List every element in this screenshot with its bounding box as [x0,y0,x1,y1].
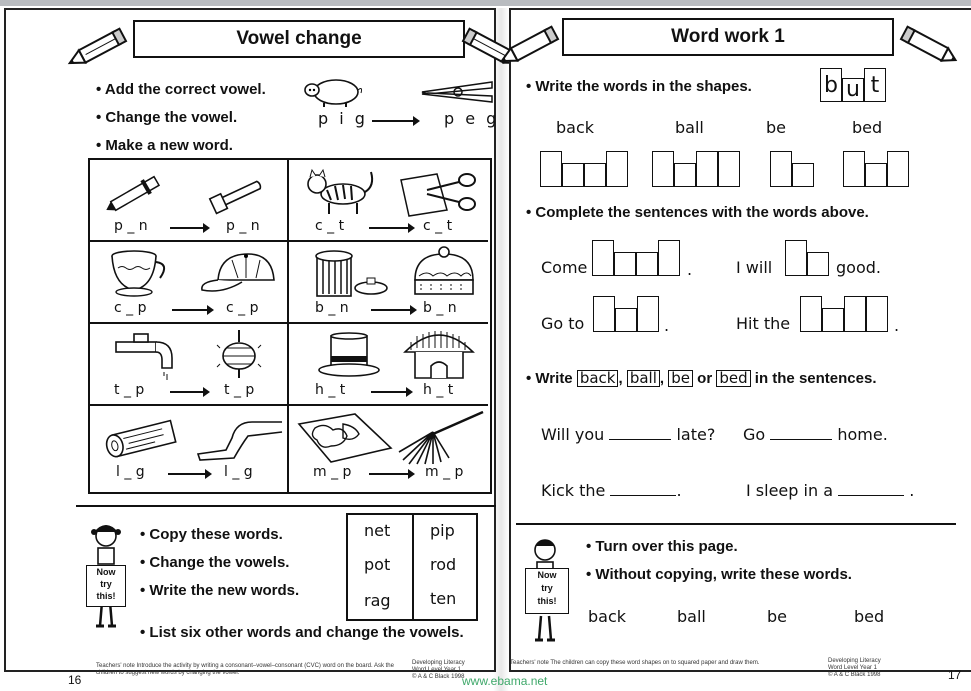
hat-icon [317,330,381,380]
sentence-text: Come [541,258,588,277]
grid-cell-map [289,406,488,492]
example-to-word: p e g [444,109,500,128]
log-icon [100,414,184,464]
arrow [369,227,409,229]
arrow [372,120,414,122]
word-box-back: back [577,370,619,387]
cell-to-word: c _ t [423,218,453,234]
blank-shape[interactable] [592,240,680,276]
letter-box: b [820,68,842,102]
word-label: bed [852,118,883,137]
word-label: bed [854,607,885,626]
sentence-text: . [894,316,900,335]
example-from-word: p i g [318,109,368,128]
grid-cell-hat [289,324,488,406]
watermark: www.ebama.net [462,674,548,688]
example-word-shape [820,68,886,102]
page-number: 16 [68,673,82,687]
top-icon [216,328,262,382]
word-cell: rag [364,591,391,610]
cat-icon [301,166,377,218]
grid-cell-cat [289,160,488,242]
instruction-bullet: • Change the vowel. [96,109,238,126]
cell-from-word: p _ n [114,218,148,234]
letter-box: u [842,78,864,102]
grid-cell-log [90,406,289,492]
cell-to-word: l _ g [224,464,253,480]
instruction-bullet: • Write the words in the shapes. [526,78,752,95]
sign-line: Now [96,567,116,577]
arrow [170,391,204,393]
word-label: ball [675,118,704,137]
word-label: back [588,607,627,626]
arrow [371,391,407,393]
instruction-bullet: • Add the correct vowel. [96,81,266,98]
sentence-text: Hit the [736,314,791,333]
sentence-text: I will [736,258,773,277]
sentence-line: Kick the . [541,481,682,500]
arrow [172,309,208,311]
arrow [371,309,411,311]
word-label: ball [677,607,706,626]
arrow [168,473,206,475]
page-title: Vowel change [133,20,465,58]
series-line: Developing Literacy [828,658,881,664]
hut-icon [401,328,477,382]
instruction-bullet: • Copy these words. [140,526,283,543]
cell-to-word: p _ n [226,218,260,234]
sentence-line: Will you late? [541,425,716,444]
word-box-be: be [668,370,693,387]
arrow [170,227,204,229]
scissors-and-paper-icon [397,168,481,218]
blank-shape[interactable] [593,296,659,332]
cell-from-word: m _ p [313,464,352,480]
word-shape-ball[interactable] [652,151,740,187]
sentence-line: I sleep in a . [746,481,915,500]
top-edge [0,0,971,6]
instruction-bullet: • Change the vowels. [140,554,290,571]
sign-line: this! [96,591,116,601]
word-label: be [766,118,786,137]
letter-box: t [864,68,886,102]
teachers-note: Teachers' note Introduce the activity by writing a consonant–vowel–consonant (CVC) word on the board. Ask the children to suggest new words by changing the vowel. [96,663,394,676]
cell-from-word: c _ t [315,218,345,234]
safety-pin-icon [208,170,270,216]
sentence-text: good. [836,258,881,277]
series-line: © A & C Black 1998 [828,672,881,678]
instruction-bullet: • Without copying, write these words. [586,566,852,583]
grid-cell-pin [90,160,289,242]
now-try-this-sign [86,565,126,607]
cell-to-word: b _ n [423,300,457,316]
section-divider [516,523,956,525]
instruction-bullet: • Write the new words. [140,582,300,599]
instruction-bullet: • Turn over this page. [586,538,738,555]
cell-to-word: m _ p [425,464,464,480]
sign-line: try [541,583,553,593]
cell-to-word: t _ p [224,382,255,398]
cell-to-word: h _ t [423,382,454,398]
word-cell: ten [430,589,457,608]
instruction-bullet: • Complete the sentences with the words above. [526,204,869,221]
word-shape-back[interactable] [540,151,628,187]
pig-icon [302,76,364,108]
cell-from-word: h _ t [315,382,346,398]
clothes-peg-icon [418,78,496,106]
word-cell: pot [364,555,391,574]
cell-to-word: c _ p [226,300,259,316]
series-line: Word Level Year 1 [412,667,461,673]
cap-icon [198,250,284,298]
grid-cell-tap [90,324,289,406]
sign-line: this! [537,596,557,606]
instruction-bullet: • List six other words and change the vowels. [140,624,464,641]
word-box-ball: ball [627,370,660,387]
word-shape-bed[interactable] [843,151,909,187]
sign-line: Now [537,570,557,580]
pencil-icon [494,24,566,68]
pencil-icon [62,26,134,70]
leg-icon [192,414,286,464]
vowel-grid [88,158,492,494]
arrow [369,473,409,475]
map-icon [295,412,395,464]
teachers-note: Teachers' note The children can copy these word shapes on to squared paper and draw them. [510,660,760,666]
cell-from-word: c _ p [114,300,147,316]
pencil-icon [893,24,965,68]
word-cell: pip [430,521,455,540]
word-shape-be[interactable] [770,151,814,187]
cell-from-word: l _ g [116,464,145,480]
bin-icon [311,246,389,300]
sentence-text: . [664,316,670,335]
blank-shape[interactable] [800,296,888,332]
cell-from-word: b _ n [315,300,349,316]
grid-cell-cup [90,242,289,324]
instruction-bullet: • Make a new word. [96,137,233,154]
pen-icon [100,172,168,216]
instruction-bullet: • Write back , ball , be or bed in the sentences. [526,369,877,387]
sentence-text: Go to [541,314,585,333]
word-label: be [767,607,787,626]
cell-from-word: t _ p [114,382,145,398]
tap-icon [112,330,182,382]
series-line: Word Level Year 1 [828,665,877,671]
now-try-this-sign [525,568,569,614]
mop-icon [397,410,487,466]
sign-line: try [100,579,112,589]
word-label: back [556,118,595,137]
word-box-bed: bed [716,370,750,387]
cup-icon [108,248,174,298]
page-number: 17 [948,668,962,682]
word-box [346,513,478,621]
blank-shape[interactable] [785,240,829,276]
series-info [828,658,908,679]
series-line: © A & C Black 1998 [412,674,465,680]
bun-icon [411,246,477,300]
section-divider [76,505,496,507]
sentence-text: . [687,260,693,279]
word-cell: net [364,521,391,540]
page-title: Word work 1 [562,18,894,56]
sentence-line: Go home. [743,425,888,444]
series-line: Developing Literacy [412,660,465,666]
word-cell: rod [430,555,457,574]
grid-cell-bin [289,242,488,324]
